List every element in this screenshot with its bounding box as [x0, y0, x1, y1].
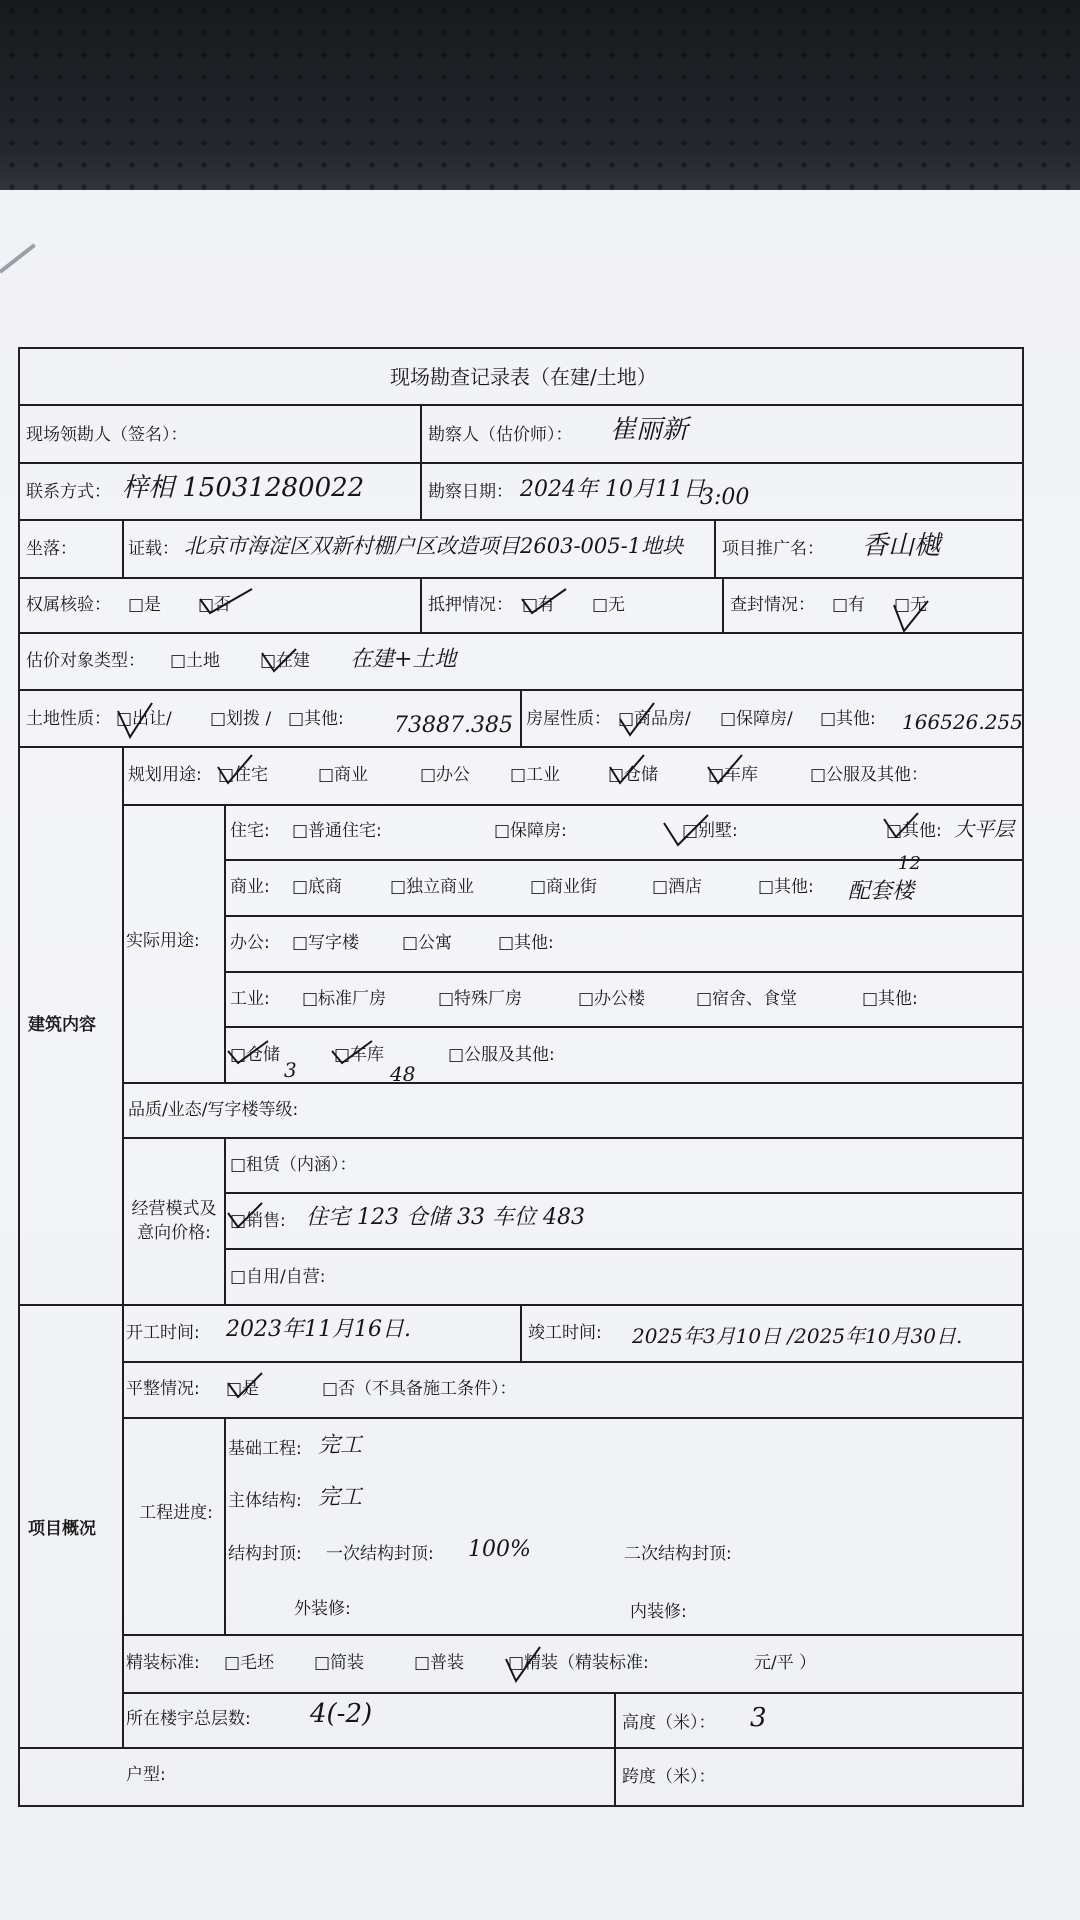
- seal-have-checkbox[interactable]: □有: [832, 595, 866, 615]
- res-affordable-checkbox[interactable]: □保障房:: [494, 821, 567, 841]
- col-line: [722, 577, 724, 632]
- planned-commercial-checkbox[interactable]: □商业: [318, 765, 369, 785]
- planned-industrial-checkbox[interactable]: □工业: [510, 765, 561, 785]
- storage-count: 3: [284, 1058, 297, 1082]
- first-cap-value: 100%: [468, 1537, 531, 1562]
- promo-name-label: 项目推广名：: [722, 539, 824, 559]
- check-mark-icon: [116, 701, 156, 741]
- ownership-no-checkbox[interactable]: □否: [198, 595, 232, 615]
- check-mark-icon: [706, 753, 746, 787]
- fit-price-unit: 元/平 ）: [754, 1653, 817, 1673]
- com-ground-shop-checkbox[interactable]: □底商: [292, 877, 343, 897]
- actual-residential-label: 住宅:: [230, 821, 270, 841]
- seal-none-checkbox[interactable]: □无: [894, 595, 928, 615]
- check-mark-icon: [882, 811, 922, 841]
- row-line: [224, 971, 1022, 973]
- sale-value: 住宅 123 仓储 33 车位 483: [306, 1205, 585, 1230]
- row-line: [224, 1248, 1022, 1250]
- main-structure-value: 完工: [318, 1485, 363, 1510]
- leveling-label: 平整情况:: [126, 1379, 200, 1399]
- surveyor-label: 勘察人（估价师）：: [428, 425, 573, 445]
- com-street-checkbox[interactable]: □商业街: [530, 877, 598, 897]
- col-line: [420, 404, 422, 519]
- check-mark-icon: [260, 645, 300, 675]
- row-line: [20, 519, 1022, 521]
- row-line: [224, 915, 1022, 917]
- col-line: [520, 689, 522, 746]
- row-line: [20, 462, 1022, 464]
- object-building-checkbox[interactable]: □在建: [260, 651, 311, 671]
- misc-storage-checkbox[interactable]: □仓储: [230, 1045, 281, 1065]
- row-line: [20, 1747, 1022, 1749]
- col-line: [224, 1417, 226, 1634]
- com-standalone-checkbox[interactable]: □独立商业: [390, 877, 475, 897]
- com-other-checkbox[interactable]: □其他:: [758, 877, 814, 897]
- mortgage-have-checkbox[interactable]: □有: [522, 595, 556, 615]
- fit-standard-checkbox[interactable]: □普装: [414, 1653, 465, 1673]
- office-other-checkbox[interactable]: □其他:: [498, 933, 554, 953]
- planned-residential-checkbox[interactable]: □住宅: [218, 765, 269, 785]
- garage-count: 48: [390, 1062, 416, 1086]
- cap-label: 结构封顶:: [228, 1544, 302, 1564]
- ownership-yes-checkbox[interactable]: □是: [128, 595, 162, 615]
- house-area-value: 166526.255: [902, 710, 1023, 734]
- location-label: 坐落：: [26, 539, 77, 559]
- check-mark-icon: [330, 1037, 376, 1067]
- rent-checkbox[interactable]: □租赁（内涵）：: [230, 1155, 357, 1175]
- com-other-value: 配套楼: [848, 879, 915, 904]
- exterior-label: 外装修:: [294, 1599, 351, 1619]
- land-other-checkbox[interactable]: □其他:: [288, 709, 344, 729]
- form-title: 现场勘查记录表（在建/土地）: [390, 365, 657, 389]
- house-commodity-checkbox[interactable]: □商品房/: [618, 709, 691, 729]
- object-land-checkbox[interactable]: □土地: [170, 651, 221, 671]
- land-allocate-checkbox[interactable]: □划拨 /: [210, 709, 272, 729]
- res-villa-checkbox[interactable]: □别墅:: [682, 821, 738, 841]
- col-line: [122, 519, 124, 577]
- house-affordable-checkbox[interactable]: □保障房/: [720, 709, 793, 729]
- start-time-label: 开工时间:: [126, 1323, 200, 1343]
- project-section-label: 项目概况: [28, 1519, 96, 1539]
- misc-garage-checkbox[interactable]: □车库: [334, 1045, 385, 1065]
- col-line: [420, 577, 422, 632]
- mortgage-none-checkbox[interactable]: □无: [592, 595, 626, 615]
- planned-use-label: 规划用途:: [128, 765, 202, 785]
- office-apartment-checkbox[interactable]: □公寓: [402, 933, 453, 953]
- actual-industrial-label: 工业:: [230, 989, 270, 1009]
- row-line: [122, 804, 1022, 806]
- land-nature-label: 土地性质：: [26, 709, 111, 729]
- row-line: [122, 1082, 1022, 1084]
- house-nature-label: 房屋性质：: [526, 709, 611, 729]
- planned-office-checkbox[interactable]: □办公: [420, 765, 471, 785]
- seal-label: 查封情况：: [730, 595, 815, 615]
- com-hotel-checkbox[interactable]: □酒店: [652, 877, 703, 897]
- row-line: [20, 632, 1022, 634]
- check-mark-icon: [892, 595, 932, 635]
- row-line: [20, 746, 1022, 748]
- row-line: [122, 1361, 1022, 1363]
- fitout-label: 精装标准:: [126, 1653, 200, 1673]
- self-use-checkbox[interactable]: □自用/自营:: [230, 1267, 326, 1287]
- land-transfer-checkbox[interactable]: □出让/: [116, 709, 172, 729]
- leveling-yes-checkbox[interactable]: □是: [226, 1379, 260, 1399]
- survey-date-value: 2024年 10月11日: [520, 477, 705, 502]
- house-other-checkbox[interactable]: □其他:: [820, 709, 876, 729]
- building-section-label: 建筑内容: [28, 1015, 96, 1035]
- actual-use-label: 实际用途:: [126, 931, 200, 951]
- fit-simple-checkbox[interactable]: □简装: [314, 1653, 365, 1673]
- sale-checkbox[interactable]: □销售:: [230, 1211, 286, 1231]
- contact-label: 联系方式：: [26, 482, 111, 502]
- ind-special-checkbox[interactable]: □特殊厂房: [438, 989, 523, 1009]
- col-line: [614, 1692, 616, 1807]
- total-floors-value: 4(-2): [310, 1699, 373, 1729]
- survey-date-label: 勘察日期：: [428, 482, 513, 502]
- col-line: [714, 519, 716, 577]
- ind-other-checkbox[interactable]: □其他:: [862, 989, 918, 1009]
- check-mark-icon: [196, 587, 256, 617]
- check-mark-icon: [520, 587, 570, 617]
- leader-label: 现场领勘人（签名）：: [26, 425, 188, 445]
- planned-garage-checkbox[interactable]: □车库: [708, 765, 759, 785]
- foundation-label: 基础工程:: [228, 1439, 302, 1459]
- ind-dorm-checkbox[interactable]: □宿舍、食堂: [696, 989, 798, 1009]
- foundation-value: 完工: [318, 1433, 363, 1458]
- fit-fine-checkbox[interactable]: □精装（精装标准:: [508, 1653, 649, 1673]
- row-line: [122, 1692, 1022, 1694]
- check-mark-icon: [662, 813, 712, 849]
- res-other-value: 大平层: [954, 817, 1014, 841]
- check-mark-icon: [226, 1371, 266, 1401]
- finish-time-value: 2025年3月10日 /2025年10月30日.: [632, 1324, 963, 1348]
- object-type-label: 估价对象类型：: [26, 651, 145, 671]
- surveyor-signature: 崔丽新: [610, 415, 689, 445]
- height-label: 高度（米）：: [622, 1713, 716, 1733]
- interior-label: 内装修:: [630, 1602, 687, 1622]
- planned-other-checkbox[interactable]: □公服及其他：: [810, 765, 929, 785]
- ind-office-checkbox[interactable]: □办公楼: [578, 989, 646, 1009]
- finish-time-label: 竣工时间:: [528, 1323, 602, 1343]
- height-value: 3: [750, 1703, 767, 1733]
- com-other-number: 12: [898, 853, 921, 874]
- row-line: [122, 1634, 1022, 1636]
- check-mark-icon: [216, 753, 256, 787]
- row-line: [122, 1137, 1022, 1139]
- actual-office-label: 办公:: [230, 933, 270, 953]
- row-line: [20, 577, 1022, 579]
- res-ordinary-checkbox[interactable]: □普通住宅:: [292, 821, 382, 841]
- check-mark-icon: [618, 699, 658, 739]
- perforated-surface: [0, 0, 1080, 200]
- check-mark-icon: [226, 1037, 272, 1067]
- start-time-value: 2023年11月16日.: [226, 1317, 411, 1342]
- col-line: [122, 746, 124, 1749]
- row-line: [224, 1192, 1022, 1194]
- survey-form-table: [18, 347, 1024, 1807]
- check-mark-icon: [226, 1201, 266, 1231]
- row-line: [224, 1026, 1022, 1028]
- object-type-note: 在建+土地: [350, 647, 457, 672]
- row-line: [122, 1417, 1022, 1419]
- main-structure-label: 主体结构:: [228, 1491, 302, 1511]
- promo-name-value: 香山樾: [862, 531, 941, 561]
- ownership-label: 权属核验：: [26, 595, 111, 615]
- row-line: [20, 404, 1022, 406]
- col-line: [520, 1304, 522, 1361]
- ind-standard-checkbox[interactable]: □标准厂房: [302, 989, 387, 1009]
- land-area-value: 73887.385: [394, 713, 513, 738]
- mortgage-label: 抵押情况：: [428, 595, 513, 615]
- misc-other-checkbox[interactable]: □公服及其他:: [448, 1045, 555, 1065]
- res-other-checkbox[interactable]: □其他:: [886, 821, 942, 841]
- progress-label: 工程进度:: [139, 1503, 213, 1523]
- dark-background: [0, 0, 1080, 215]
- contact-value: 梓相 15031280022: [122, 473, 365, 503]
- planned-storage-checkbox[interactable]: □仓储: [608, 765, 659, 785]
- first-cap-label: 一次结构封顶:: [326, 1544, 434, 1564]
- unit-type-label: 户型:: [126, 1765, 166, 1785]
- office-building-checkbox[interactable]: □写字楼: [292, 933, 360, 953]
- survey-time-value: 3:00: [700, 485, 750, 510]
- certificate-address: 北京市海淀区双新村棚户区改造项目2603-005-1地块: [184, 534, 684, 558]
- span-label: 跨度（米）：: [622, 1767, 716, 1787]
- actual-commercial-label: 商业:: [230, 877, 270, 897]
- quality-label: 品质/业态/写字楼等级:: [128, 1100, 299, 1120]
- certificate-label: 证载：: [128, 539, 179, 559]
- business-model-label: 经营模式及意向价格:: [131, 1199, 217, 1243]
- leveling-no-checkbox[interactable]: □否（不具备施工条件）：: [322, 1379, 517, 1399]
- fit-rough-checkbox[interactable]: □毛坯: [224, 1653, 275, 1673]
- check-mark-icon: [608, 753, 648, 787]
- total-floors-label: 所在楼宇总层数:: [126, 1709, 251, 1729]
- check-mark-icon: [504, 1645, 544, 1685]
- second-cap-label: 二次结构封顶:: [624, 1544, 732, 1564]
